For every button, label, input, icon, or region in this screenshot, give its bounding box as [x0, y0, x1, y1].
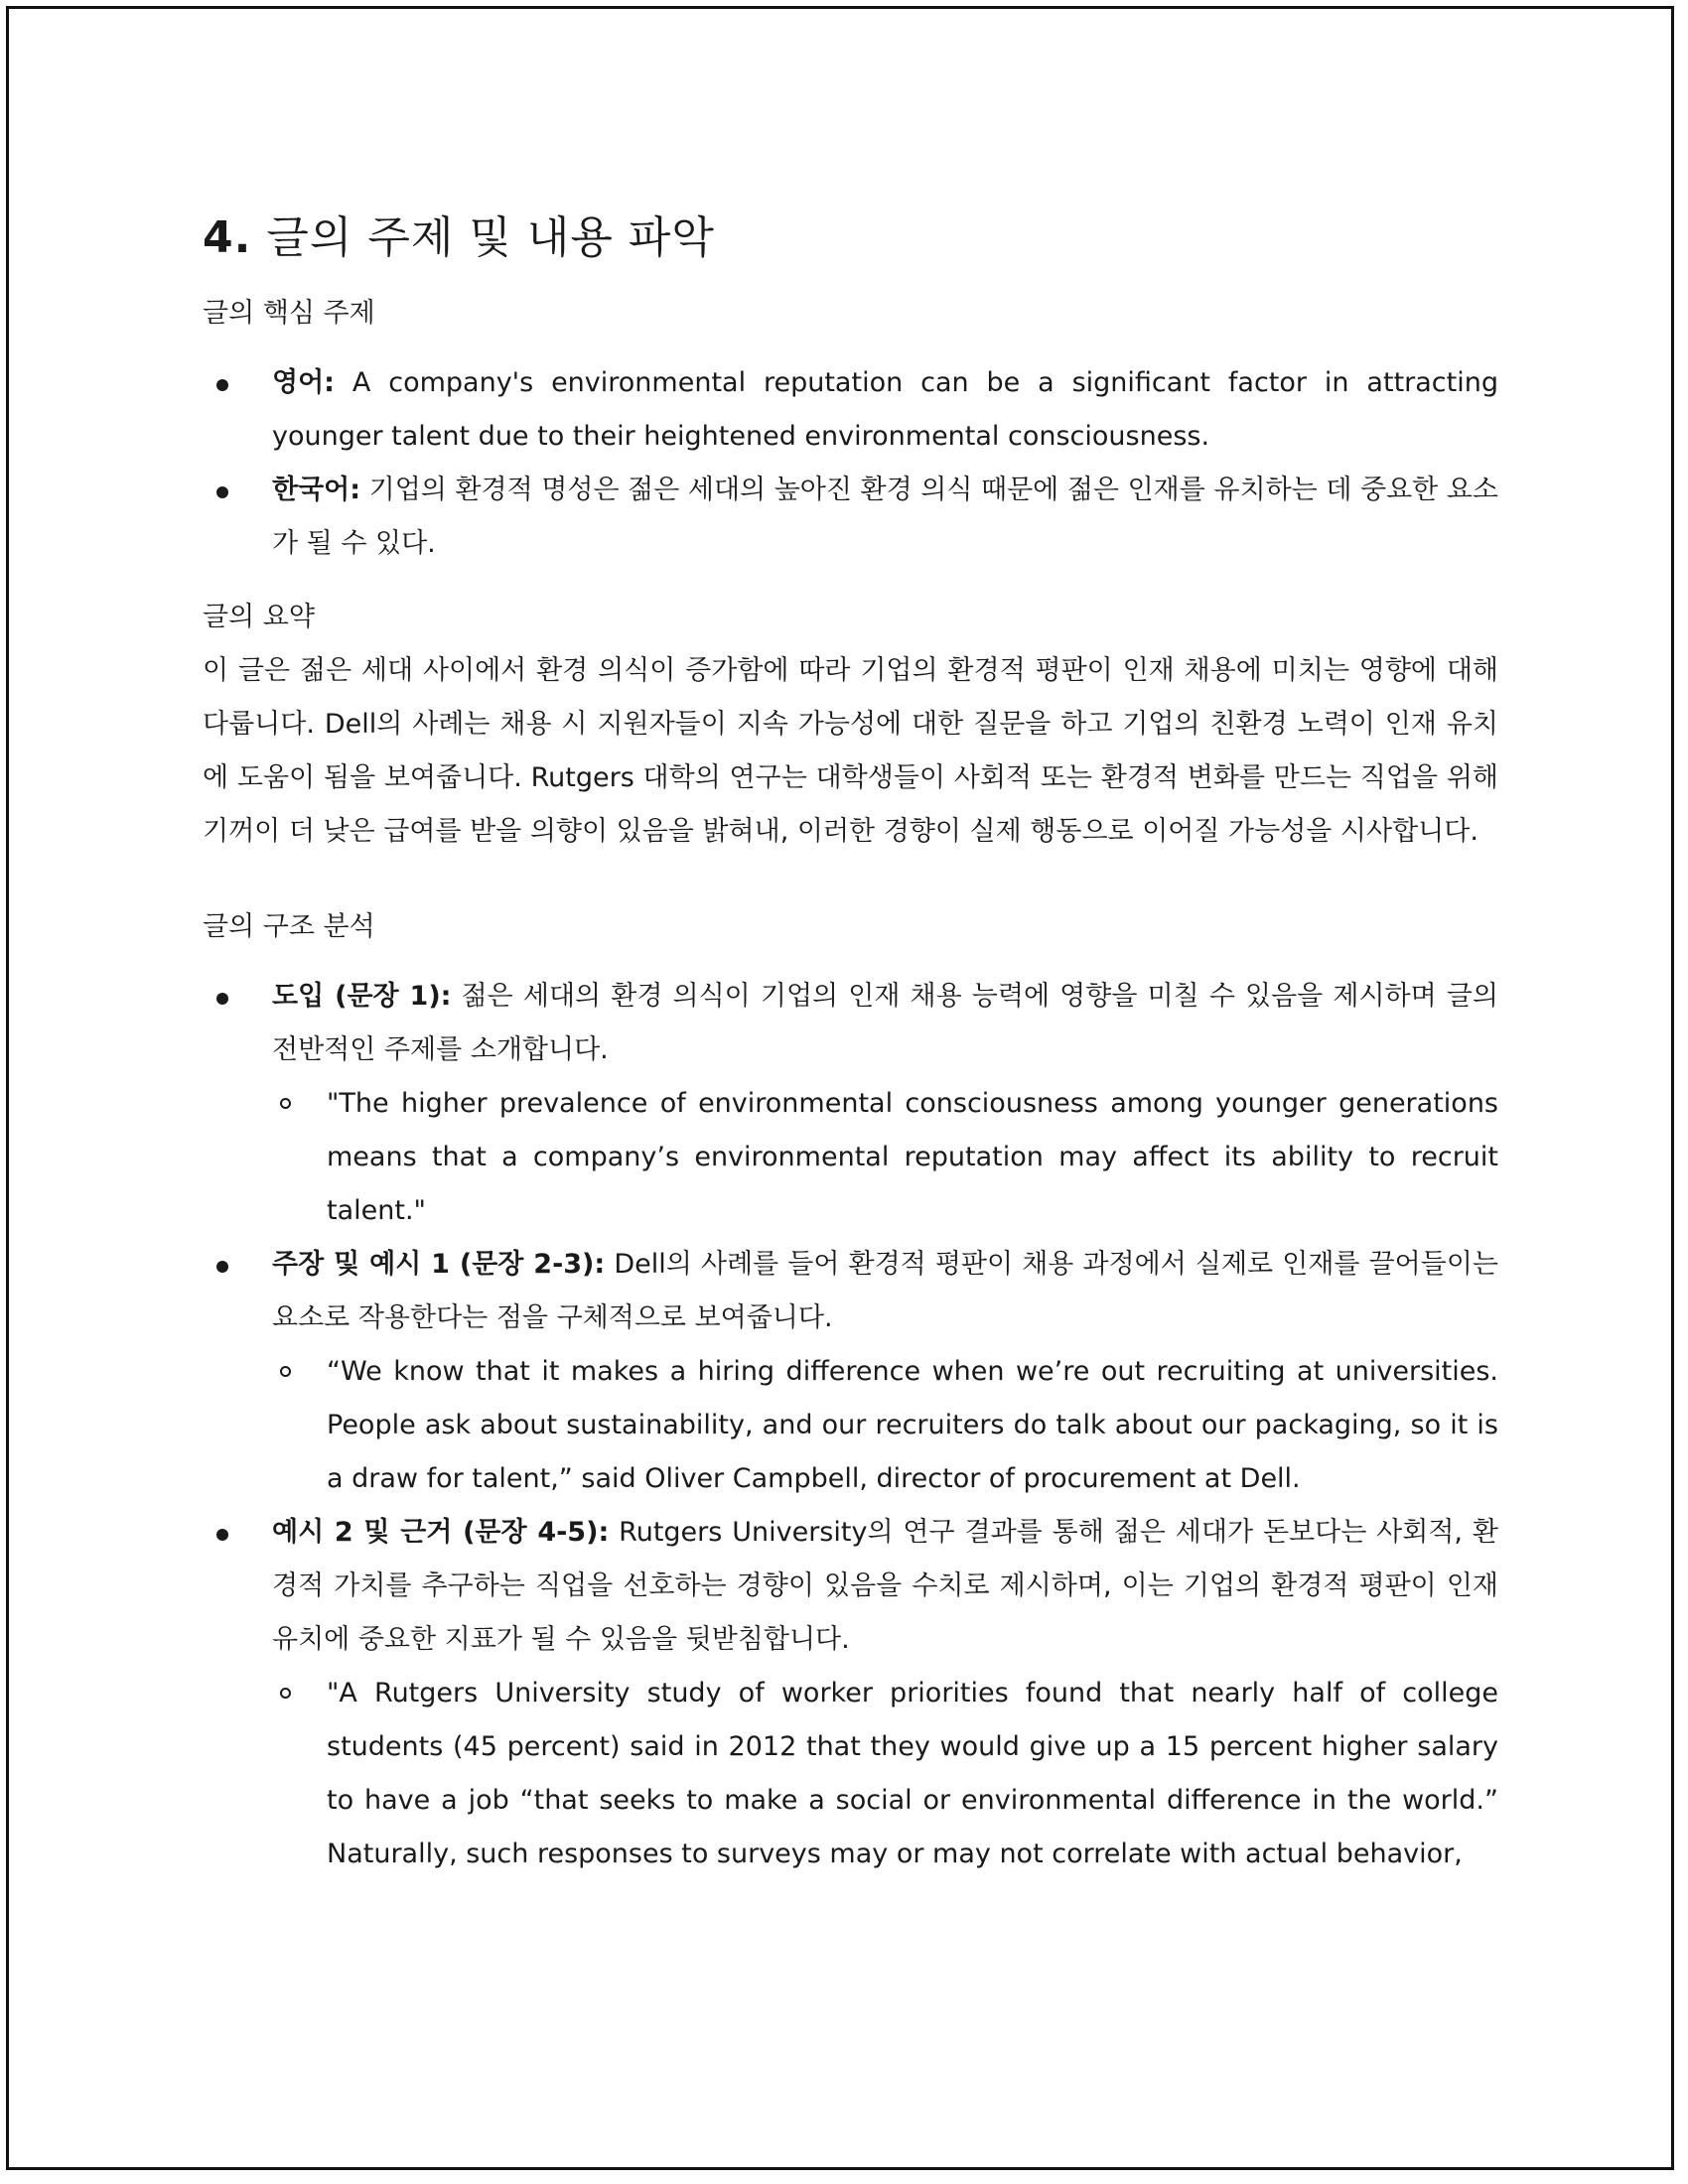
theme-text: 기업의 환경적 명성은 젊은 세대의 높아진 환경 의식 때문에 젊은 인재를 유치하는 데 중요한 요소가 될 수 있다. [272, 475, 1498, 559]
core-theme-list [203, 356, 1498, 571]
structure-list [203, 970, 1498, 1881]
document-page [6, 6, 1674, 2170]
bullet-icon [216, 1261, 228, 1273]
quote-list [272, 1667, 1498, 1881]
section-number: 4. [203, 212, 252, 263]
quote-item [272, 1077, 1498, 1238]
quote-text: "A Rutgers University study of worker priorities found that nearly half of college students (45 percent) said in 2012 that they would give up a 15 percent higher salary to have a job “that seeks to make a social or environmental difference in the world.” Naturally, such responses to surveys may or may not correlate with actual behavior, [327, 1678, 1498, 1869]
language-label: 영어: [272, 367, 335, 398]
quote-item [272, 1345, 1498, 1506]
list-item [203, 1238, 1498, 1506]
quote-list [272, 1345, 1498, 1506]
list-item [203, 356, 1498, 464]
hollow-bullet-icon [280, 1098, 291, 1109]
core-theme-label: 글의 핵심 주제 [203, 298, 375, 329]
structure-label: 글의 구조 분석 [203, 911, 375, 942]
bullet-icon [216, 379, 228, 391]
bullet-icon [216, 486, 228, 498]
theme-text: A company's environmental reputation can be a significant factor in attracting younger talent due to their heightened environmental consciousness. [272, 367, 1498, 452]
language-label: 한국어: [272, 475, 361, 505]
bullet-icon [216, 993, 228, 1005]
page-title [203, 204, 1498, 273]
list-item [203, 1506, 1498, 1881]
document-content [203, 204, 1498, 1881]
item-text: Dell의 사례를 들어 환경적 평판이 채용 과정에서 실제로 인재를 끌어들이는 요소로 작용한다는 점을 구체적으로 보여줍니다. [272, 1249, 1498, 1333]
section-title: 글의 주제 및 내용 파악 [266, 212, 715, 263]
bullet-icon [216, 1529, 228, 1541]
list-item [203, 464, 1498, 571]
quote-list [272, 1077, 1498, 1238]
hollow-bullet-icon [280, 1366, 291, 1377]
item-heading: 예시 2 및 근거 (문장 4-5): [272, 1517, 610, 1548]
item-heading: 도입 (문장 1): [272, 981, 452, 1012]
list-item [203, 970, 1498, 1238]
item-text: Rutgers University의 연구 결과를 통해 젊은 세대가 돈보다는 사회적, 환경적 가치를 추구하는 직업을 선호하는 경향이 있음을 수치로 제시하며, 이는 기업의 환경적 평판이 인재 유치에 중요한 지표가 될 수 있음을 뒷받침합니다. [272, 1517, 1498, 1655]
item-heading: 주장 및 예시 1 (문장 2-3): [272, 1249, 606, 1280]
quote-text: “We know that it makes a hiring difference when we’re out recruiting at universities. People ask about sustainability, and our recruiters do talk about our packaging, so it is a draw for talent,” said Oliver Campbell, director of procurement at Dell. [327, 1356, 1498, 1494]
item-text: 젊은 세대의 환경 의식이 기업의 인재 채용 능력에 영향을 미칠 수 있음을 제시하며 글의 전반적인 주제를 소개합니다. [272, 981, 1498, 1065]
hollow-bullet-icon [280, 1688, 291, 1699]
summary-paragraph: 이 글은 젊은 세대 사이에서 환경 의식이 증가함에 따라 기업의 환경적 평판이 인재 채용에 미치는 영향에 대해 다룹니다. Dell의 사례는 채용 시 지원자들이 지속 가능성에 대한 질문을 하고 기업의 친환경 노력이 인재 유치에 도움이 됨을 보여줍니다. Rutgers 대학의 연구는 대학생들이 사회적 또는 환경적 변화를 만드는 직업을 위해 기꺼이 더 낮은 급여를 받을 의향이 있음을 밝혀내, 이러한 경향이 실제 행동으로 이어질 가능성을 시사합니다. [203, 655, 1498, 847]
quote-item [272, 1667, 1498, 1881]
summary-label: 글의 요약 [203, 602, 315, 632]
quote-text: "The higher prevalence of environmental consciousness among younger generations means that a company’s environmental reputation may affect its ability to recruit talent." [327, 1088, 1498, 1226]
